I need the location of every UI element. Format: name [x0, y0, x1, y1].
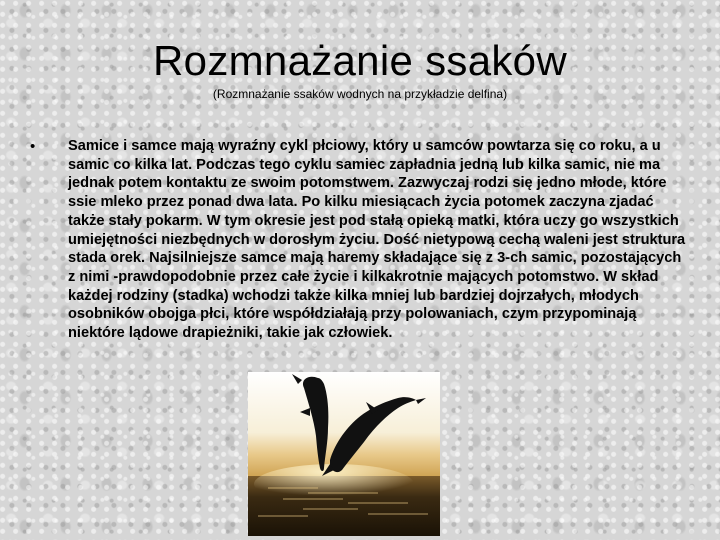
dolphin-photo — [248, 372, 440, 536]
bullet-marker: • — [30, 138, 36, 155]
slide-subtitle: (Rozmnażanie ssaków wodnych na przykładzie delfina) — [212, 87, 508, 101]
bullet-text: Samice i samce mają wyraźny cykl płciowy, który u samców powtarza się co roku, a u samic co kilka lat. Podczas tego cyklu samiec zapładnia jedną lub kilka samic, nie ma jednak potem kontaktu ze swoim potomstwem. Zazwyczaj rodzi się jedno młode, które ssie mleko przez ponad dwa lata. Po kilku miesiącach życia potomek zaczyna zjadać także stały pokarm. W tym okresie jest pod stałą opieką matki, która uczy go wszystkich umiejętności niezbędnych w dorosłym życiu. Dość nietypową cechą waleni jest struktura stada orek. Najsilniejsze samce mają haremy składające się z 3-ch samic, pozostających z nimi -prawdopodobnie przez całe życie i kilkakrotnie mających potomstwo. W skład każdej rodziny (stadka) wchodzi także kilka mniej lub bardziej dojrzałych, młodych osobników obojga płci, które współdziałają przy polowaniach, czym przypominają niektóre lądowe drapieżniki, takie jak człowiek. — [68, 138, 686, 342]
slide-title: Rozmnażanie ssaków — [153, 37, 567, 84]
